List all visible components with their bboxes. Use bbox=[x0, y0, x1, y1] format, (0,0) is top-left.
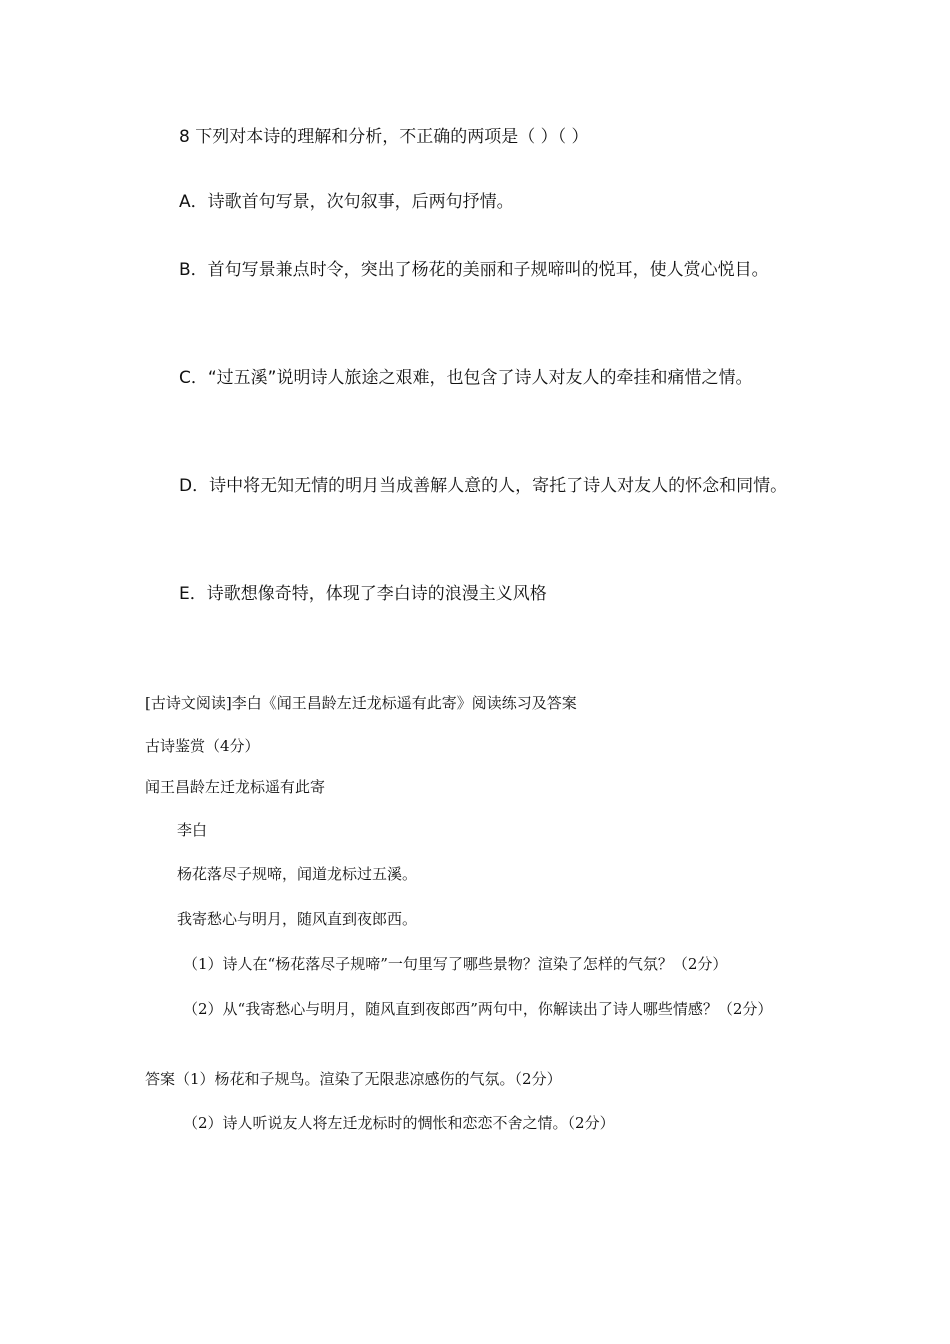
option-d: D．诗中将无知无情的明月当成善解人意的人，寄托了诗人对友人的怀念和同情。 bbox=[179, 476, 788, 496]
poem-line-2: 我寄愁心与明月，随风直到夜郎西。 bbox=[177, 910, 418, 928]
option-c: C．“过五溪”说明诗人旅途之艰难，也包含了诗人对友人的牵挂和痛惜之情。 bbox=[179, 368, 753, 388]
poem-title: 闻王昌龄左迁龙标遥有此寄 bbox=[145, 778, 326, 796]
answer-1: 答案（1）杨花和子规鸟。渲染了无限悲凉感伤的气氛。（2分） bbox=[145, 1070, 562, 1088]
answer-2: （2）诗人听说友人将左迁龙标时的惆怅和恋恋不舍之情。（2分） bbox=[183, 1114, 615, 1132]
option-e: E．诗歌想像奇特，体现了李白诗的浪漫主义风格 bbox=[179, 584, 547, 604]
question-stem: 8 下列对本诗的理解和分析，不正确的两项是（ ）（ ） bbox=[179, 127, 589, 147]
sub-question-2: （2）从“我寄愁心与明月，随风直到夜郎西”两句中，你解读出了诗人哪些情感？（2分） bbox=[183, 1000, 773, 1018]
poem-line-1: 杨花落尽子规啼，闻道龙标过五溪。 bbox=[177, 865, 418, 883]
sub-question-1: （1）诗人在“杨花落尽子规啼”一句里写了哪些景物？渲染了怎样的气氛？（2分） bbox=[183, 955, 728, 973]
section-heading: 古诗鉴赏（4分） bbox=[145, 737, 260, 755]
option-b: B．首句写景兼点时令，突出了杨花的美丽和子规啼叫的悦耳，使人赏心悦目。 bbox=[179, 260, 769, 280]
option-a: A．诗歌首句写景，次句叙事，后两句抒情。 bbox=[179, 192, 514, 212]
article-header: [古诗文阅读]李白《闻王昌龄左迁龙标遥有此寄》阅读练习及答案 bbox=[145, 694, 577, 712]
poem-author: 李白 bbox=[177, 821, 208, 839]
